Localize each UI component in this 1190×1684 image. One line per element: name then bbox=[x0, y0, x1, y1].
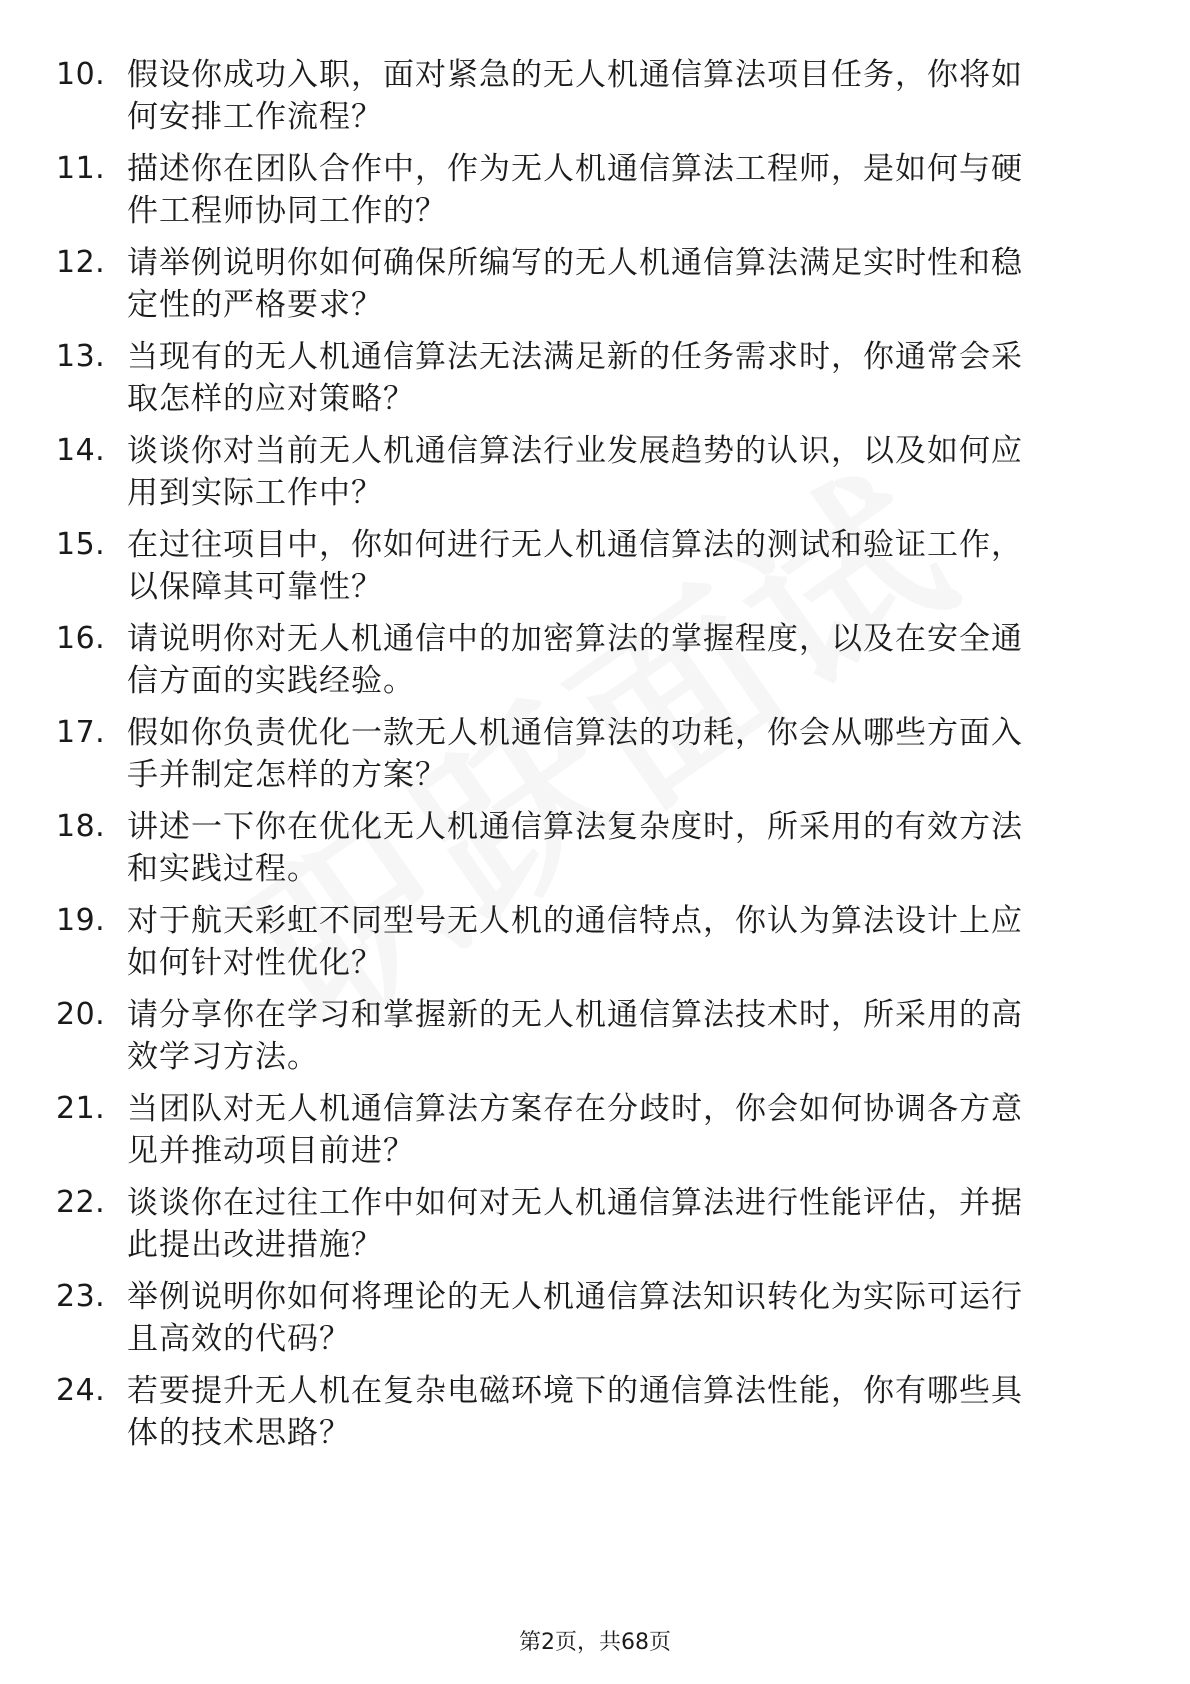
question-line-1: 讲述一下你在优化无人机通信算法复杂度时，所采用的有效方法 bbox=[127, 809, 1023, 845]
question-text bbox=[127, 336, 1127, 420]
question-text bbox=[127, 1088, 1127, 1172]
question-item bbox=[0, 330, 1190, 424]
question-line-1: 假如你负责优化一款无人机通信算法的功耗，你会从哪些方面入 bbox=[127, 715, 1023, 751]
question-line-1: 谈谈你对当前无人机通信算法行业发展趋势的认识，以及如何应 bbox=[127, 433, 1023, 469]
question-number: 17. bbox=[56, 715, 106, 750]
question-text bbox=[127, 1370, 1127, 1454]
question-item bbox=[0, 894, 1190, 988]
question-line-2: 效学习方法。 bbox=[127, 1039, 319, 1075]
question-number: 12. bbox=[56, 245, 106, 280]
question-text bbox=[127, 524, 1127, 608]
question-number: 18. bbox=[56, 809, 106, 844]
question-text bbox=[127, 54, 1127, 138]
question-line-1: 若要提升无人机在复杂电磁环境下的通信算法性能，你有哪些具 bbox=[127, 1373, 1023, 1409]
question-text bbox=[127, 1276, 1127, 1360]
question-item bbox=[0, 612, 1190, 706]
question-line-2: 如何针对性优化？ bbox=[127, 945, 383, 981]
question-number: 23. bbox=[56, 1279, 106, 1314]
question-number: 11. bbox=[56, 151, 106, 186]
question-text bbox=[127, 618, 1127, 702]
question-text bbox=[127, 806, 1127, 890]
question-line-1: 举例说明你如何将理论的无人机通信算法知识转化为实际可运行 bbox=[127, 1279, 1023, 1315]
page-number-label: 第2页，共68页 bbox=[519, 1630, 671, 1655]
question-line-2: 手并制定怎样的方案？ bbox=[127, 757, 447, 793]
question-line-2: 件工程师协同工作的？ bbox=[127, 193, 447, 229]
question-number: 19. bbox=[56, 903, 106, 938]
question-line-1: 请举例说明你如何确保所编写的无人机通信算法满足实时性和稳 bbox=[127, 245, 1023, 281]
question-line-1: 谈谈你在过往工作中如何对无人机通信算法进行性能评估，并据 bbox=[127, 1185, 1023, 1221]
question-line-1: 当现有的无人机通信算法无法满足新的任务需求时，你通常会采 bbox=[127, 339, 1023, 375]
question-line-1: 请分享你在学习和掌握新的无人机通信算法技术时，所采用的高 bbox=[127, 997, 1023, 1033]
question-line-2: 何安排工作流程？ bbox=[127, 99, 383, 135]
question-line-1: 假设你成功入职，面对紧急的无人机通信算法项目任务，你将如 bbox=[127, 57, 1023, 93]
question-item bbox=[0, 1270, 1190, 1364]
question-text bbox=[127, 242, 1127, 326]
question-number: 15. bbox=[56, 527, 106, 562]
question-item bbox=[0, 518, 1190, 612]
question-line-1: 描述你在团队合作中，作为无人机通信算法工程师，是如何与硬 bbox=[127, 151, 1023, 187]
page-footer bbox=[0, 1628, 1190, 1658]
question-number: 16. bbox=[56, 621, 106, 656]
question-number: 14. bbox=[56, 433, 106, 468]
question-text bbox=[127, 900, 1127, 984]
question-line-2: 此提出改进措施？ bbox=[127, 1227, 383, 1263]
question-item bbox=[0, 142, 1190, 236]
question-line-1: 请说明你对无人机通信中的加密算法的掌握程度，以及在安全通 bbox=[127, 621, 1023, 657]
question-line-2: 见并推动项目前进？ bbox=[127, 1133, 415, 1169]
question-item bbox=[0, 236, 1190, 330]
question-item bbox=[0, 1082, 1190, 1176]
question-text bbox=[127, 430, 1127, 514]
question-line-1: 当团队对无人机通信算法方案存在分歧时，你会如何协调各方意 bbox=[127, 1091, 1023, 1127]
question-number: 21. bbox=[56, 1091, 106, 1126]
question-item bbox=[0, 1364, 1190, 1458]
question-line-2: 且高效的代码？ bbox=[127, 1321, 351, 1357]
question-line-2: 用到实际工作中？ bbox=[127, 475, 383, 511]
question-number: 22. bbox=[56, 1185, 106, 1220]
question-item bbox=[0, 800, 1190, 894]
question-text bbox=[127, 1182, 1127, 1266]
question-number: 20. bbox=[56, 997, 106, 1032]
question-item bbox=[0, 424, 1190, 518]
question-item bbox=[0, 988, 1190, 1082]
question-text bbox=[127, 148, 1127, 232]
question-line-2: 定性的严格要求？ bbox=[127, 287, 383, 323]
question-line-1: 对于航天彩虹不同型号无人机的通信特点，你认为算法设计上应 bbox=[127, 903, 1023, 939]
question-number: 13. bbox=[56, 339, 106, 374]
question-line-1: 在过往项目中，你如何进行无人机通信算法的测试和验证工作， bbox=[127, 527, 1023, 563]
question-line-2: 信方面的实践经验。 bbox=[127, 663, 415, 699]
question-line-2: 以保障其可靠性？ bbox=[127, 569, 383, 605]
question-text bbox=[127, 994, 1127, 1078]
question-line-2: 取怎样的应对策略？ bbox=[127, 381, 415, 417]
question-number: 24. bbox=[56, 1373, 106, 1408]
question-item bbox=[0, 706, 1190, 800]
question-list bbox=[0, 48, 1190, 1458]
question-line-2: 体的技术思路？ bbox=[127, 1415, 351, 1451]
question-text bbox=[127, 712, 1127, 796]
question-item bbox=[0, 1176, 1190, 1270]
question-number: 10. bbox=[56, 57, 106, 92]
question-line-2: 和实践过程。 bbox=[127, 851, 319, 887]
question-item bbox=[0, 48, 1190, 142]
